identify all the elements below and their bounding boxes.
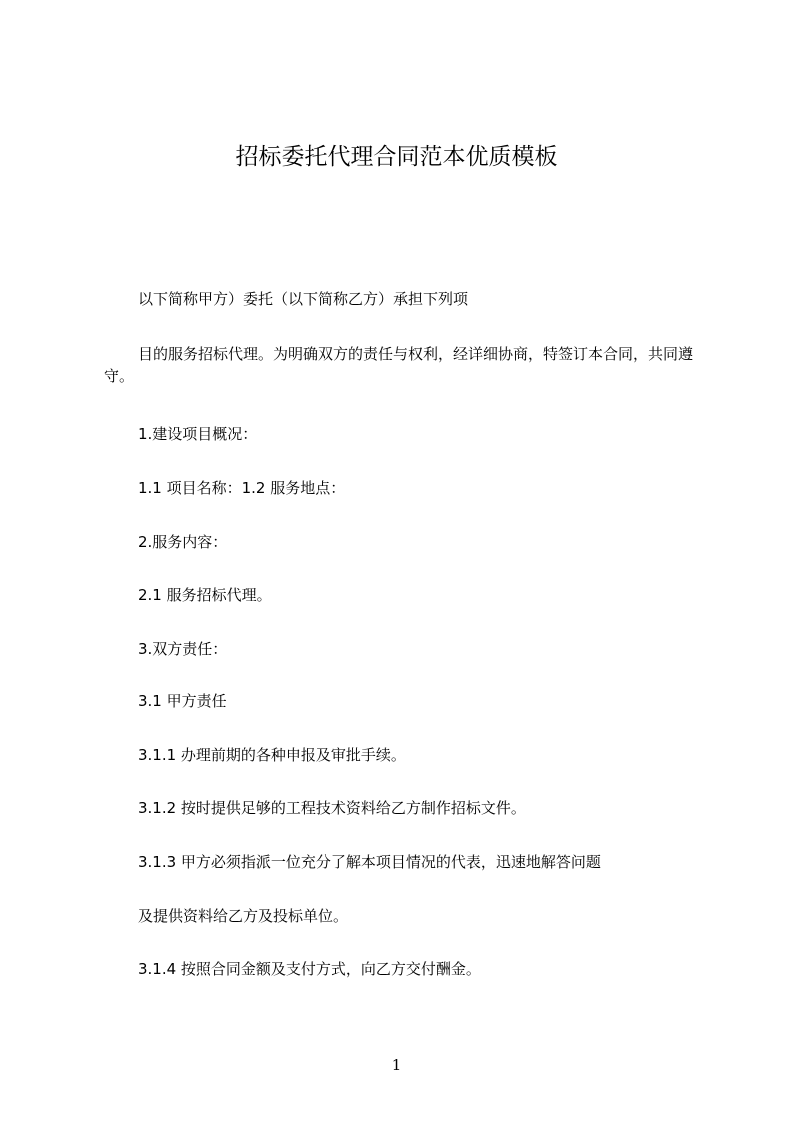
clause-representative: 3.1.3 甲方必须指派一位充分了解本项目情况的代表，迅速地解答问题 — [138, 853, 601, 871]
page-number: 1 — [391, 1056, 402, 1074]
clause-service-agency: 2.1 服务招标代理。 — [138, 586, 272, 604]
paragraph-purpose: 目的服务招标代理。为明确双方的责任与权利，经详细协商，特签订本合同，共同遵守。 — [104, 345, 694, 385]
clause-payment: 3.1.4 按照合同金额及支付方式，向乙方交付酬金。 — [138, 960, 481, 978]
clause-technical-data: 3.1.2 按时提供足够的工程技术资料给乙方制作招标文件。 — [138, 799, 526, 817]
section-responsibilities: 3.双方责任： — [138, 640, 228, 658]
paragraph-intro: 以下简称甲方）委托（以下简称乙方）承担下列项 — [138, 290, 469, 308]
document-title: 招标委托代理合同范本优质模板 — [235, 144, 558, 170]
clause-party-a-responsibilities: 3.1 甲方责任 — [138, 692, 227, 710]
clause-approvals: 3.1.1 办理前期的各种申报及审批手续。 — [138, 746, 406, 764]
section-project-overview: 1.建设项目概况： — [138, 425, 258, 443]
section-service-content: 2.服务内容： — [138, 533, 228, 551]
clause-project-name-location: 1.1 项目名称：1.2 服务地点： — [138, 479, 346, 497]
clause-representative-continuation: 及提供资料给乙方及投标单位。 — [138, 907, 349, 925]
